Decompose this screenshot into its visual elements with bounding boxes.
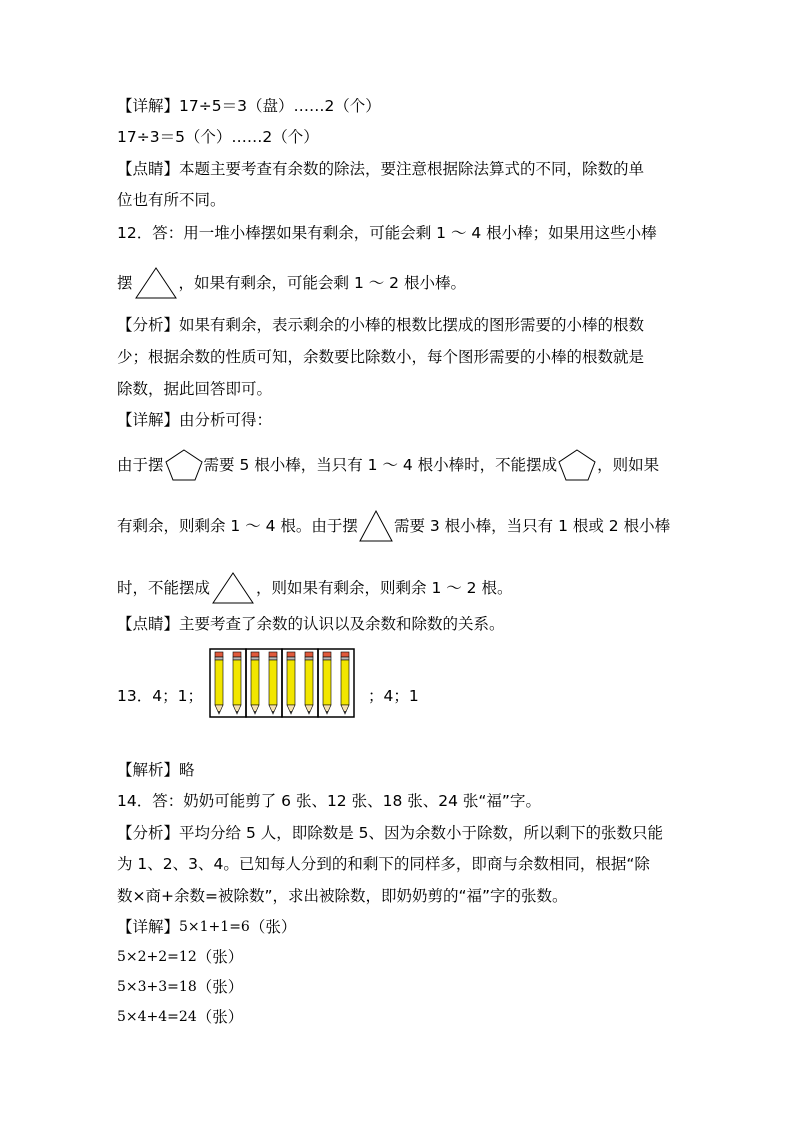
line-23: [117, 976, 243, 997]
line-8: [117, 346, 644, 367]
line-text: 17÷5＝3（盘）……2（个）: [179, 96, 381, 115]
line-24: [117, 1006, 243, 1027]
unit: （张）: [196, 947, 244, 966]
line-text: 时，不能摆成: [117, 579, 211, 597]
line-17: [117, 790, 541, 811]
triangle-icon: [133, 266, 179, 300]
line-15a: [117, 685, 203, 706]
line-14: [117, 613, 505, 634]
equation: 5×1+1=6: [179, 918, 250, 935]
line-22: [117, 946, 243, 967]
unit: （张）: [196, 977, 244, 996]
line-1: [117, 95, 381, 116]
line-13: [117, 571, 512, 605]
line-text: 略: [179, 760, 195, 779]
pencil-icon: [341, 652, 349, 714]
line-21: [117, 916, 296, 937]
line-text: 由于摆: [117, 456, 164, 474]
line-15b: [368, 685, 419, 706]
pencil-icon: [215, 652, 223, 714]
line-9: [117, 378, 272, 399]
bracket-tag: 【详解】: [117, 96, 180, 115]
line-19: [117, 853, 650, 874]
line-12: [117, 509, 670, 543]
line-16: [117, 759, 195, 780]
line-text: 少；根据余数的性质可知，余数要比除数小，每个图形需要的小棒的根数就是: [117, 347, 645, 366]
line-text: 由分析可得：: [179, 410, 273, 429]
line-text: 17÷3＝5（个）……2（个）: [117, 127, 319, 146]
line-5: [117, 222, 657, 243]
bracket-tag: 【分析】: [117, 823, 180, 842]
unit: （张）: [196, 1007, 244, 1026]
triangle-icon: [210, 571, 256, 605]
pencil-figure: [208, 647, 368, 721]
line-text: 需要 3 根小棒，当只有 1 根或 2 根小棒: [393, 517, 671, 535]
line-text: 14．答：奶奶可能剪了 6 张、12 张、18 张、24 张“福”字。: [117, 791, 541, 810]
line-text: 13．4；1；: [117, 686, 203, 705]
bracket-tag: 【详解】: [117, 410, 180, 429]
line-text: 平均分给 5 人，即除数是 5、因为余数小于除数，所以剩下的张数只能: [179, 823, 664, 842]
line-text: ，如果有剩余，可能会剩 1 ～ 2 根小棒。: [178, 274, 466, 292]
line-text: 位也有所不同。: [117, 190, 226, 209]
line-6: [117, 266, 466, 300]
bracket-tag: 【详解】: [117, 917, 180, 936]
line-text: 摆: [117, 274, 133, 292]
pencil-icon: [323, 652, 331, 714]
bracket-tag: 【点睛】: [117, 614, 180, 633]
line-text: ，则如果有剩余，则剩余 1 ～ 2 根。: [256, 579, 513, 597]
line-2: [117, 126, 319, 147]
equation: 5×2+2=12: [117, 948, 197, 965]
line-11: [117, 448, 659, 482]
pencil-icon: [305, 652, 313, 714]
line-text: 如果有剩余，表示剩余的小棒的根数比摆成的图形需要的小棒的根数: [179, 315, 645, 334]
line-text: 为 1、2、3、4。已知每人分到的和剩下的同样多，即商与余数相同，根据“除: [117, 854, 650, 873]
equation: 5×4+4=24: [117, 1008, 197, 1025]
line-text: ；4；1: [368, 686, 419, 705]
line-text: 数×商+余数=被除数”，求出被除数，即奶奶剪的“福”字的张数。: [117, 886, 568, 905]
line-text: 除数，据此回答即可。: [117, 379, 273, 398]
pencil-icon: [251, 652, 259, 714]
pentagon-icon: [164, 448, 204, 482]
line-text: 12．答：用一堆小棒摆如果有剩余，可能会剩 1 ～ 4 根小棒；如果用这些小棒: [117, 223, 657, 242]
line-4: [117, 189, 226, 210]
unit: （张）: [249, 917, 297, 936]
pencil-icon: [233, 652, 241, 714]
pentagon-icon: [557, 448, 597, 482]
bracket-tag: 【分析】: [117, 315, 180, 334]
line-text: 本题主要考查有余数的除法，要注意根据除法算式的不同，除数的单: [179, 159, 645, 178]
line-10: [117, 409, 272, 430]
line-text: 主要考查了余数的认识以及余数和除数的关系。: [179, 614, 505, 633]
line-7: [117, 314, 644, 335]
triangle-icon: [358, 509, 394, 543]
bracket-tag: 【解析】: [117, 760, 180, 779]
line-18: [117, 822, 663, 843]
bracket-tag: 【点睛】: [117, 159, 180, 178]
line-text: 有剩余，则剩余 1 ～ 4 根。由于摆: [117, 517, 358, 535]
line-20: [117, 885, 568, 906]
equation: 5×3+3=18: [117, 978, 197, 995]
line-text: 需要 5 根小棒，当只有 1 ～ 4 根小棒时，不能摆成: [203, 456, 558, 474]
line-3: [117, 158, 644, 179]
pencil-icon: [269, 652, 277, 714]
pencil-icon: [287, 652, 295, 714]
line-text: ，则如果: [597, 456, 660, 474]
